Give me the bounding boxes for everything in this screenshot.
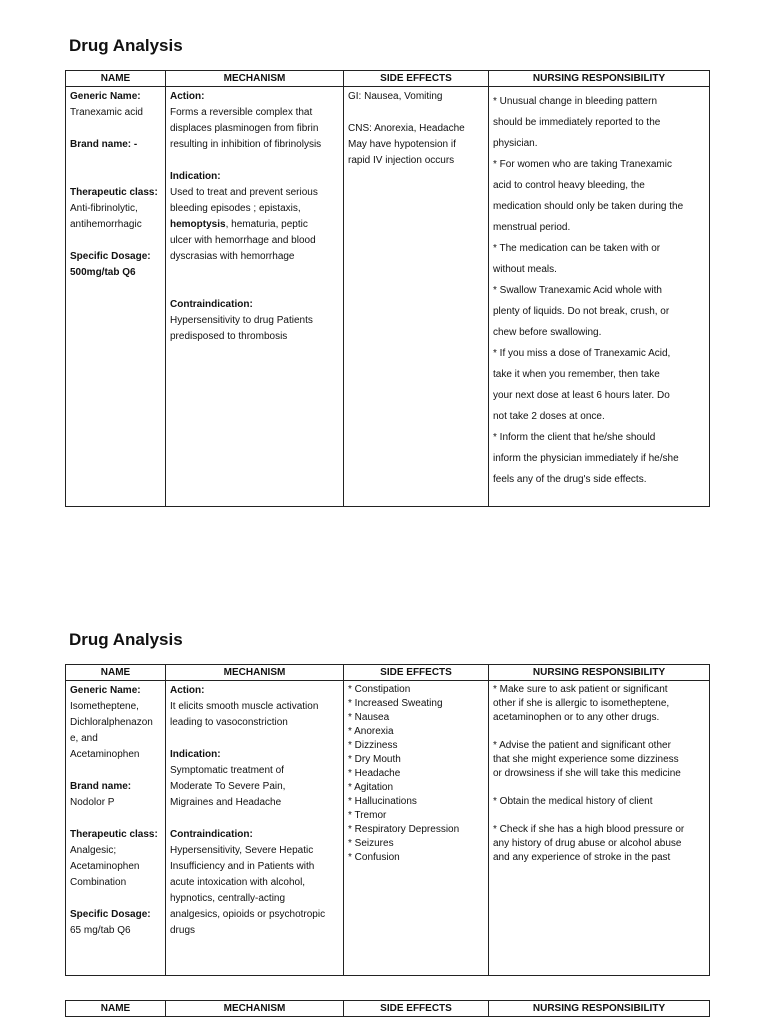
- nursing-line: acetaminophen or to any other drugs.: [493, 712, 660, 723]
- therapeutic-class-value: Acetaminophen: [70, 861, 140, 872]
- indication-text: dyscrasias with hemorrhage: [170, 251, 295, 262]
- nursing-line: your next dose at least 6 hours later. Do: [493, 390, 670, 401]
- specific-dosage-value: 65 mg/tab Q6: [70, 925, 131, 936]
- side-effect-item: * Constipation: [348, 684, 411, 695]
- header-side-effects: SIDE EFFECTS: [344, 665, 489, 681]
- table-header-row: [66, 665, 710, 681]
- nursing-line: and any experience of stroke in the past: [493, 852, 671, 863]
- generic-name-label: Generic Name:: [70, 91, 141, 102]
- header-name: NAME: [66, 71, 166, 87]
- table-header-row: [66, 1001, 710, 1017]
- side-effect-cns: May have hypotension if: [348, 139, 456, 150]
- header-mechanism: MECHANISM: [166, 71, 344, 87]
- side-effect-item: * Anorexia: [348, 726, 394, 737]
- indication-text-rest: , hematuria, peptic: [225, 219, 308, 230]
- header-side-effects: SIDE EFFECTS: [344, 71, 489, 87]
- indication-text: Migraines and Headache: [170, 797, 282, 808]
- specific-dosage-label: Specific Dosage:: [70, 251, 151, 262]
- nursing-line: any history of drug abuse or alcohol abuse: [493, 838, 682, 849]
- therapeutic-class-label: Therapeutic class:: [70, 829, 158, 840]
- nursing-line: * Swallow Tranexamic Acid whole with: [493, 285, 662, 296]
- header-mechanism: MECHANISM: [166, 665, 344, 681]
- nursing-line: * Advise the patient and significant other: [493, 740, 671, 751]
- indication-label: Indication:: [170, 171, 221, 182]
- specific-dosage-label: Specific Dosage:: [70, 909, 151, 920]
- drug-table-3: [65, 1000, 710, 1017]
- table-header-row: [66, 71, 710, 87]
- section-2-title: Drug Analysis: [69, 630, 183, 649]
- header-side-effects: SIDE EFFECTS: [344, 1001, 489, 1017]
- nursing-line: take it when you remember, then take: [493, 369, 660, 380]
- indication-text: ulcer with hemorrhage and blood: [170, 235, 316, 246]
- therapeutic-class-value: Combination: [70, 877, 127, 888]
- contraindication-text: acute intoxication with alcohol,: [170, 877, 306, 888]
- generic-name-value: Isometheptene,: [70, 701, 139, 712]
- nursing-paragraph: [493, 683, 705, 725]
- nursing-line: * For women who are taking Tranexamic: [493, 159, 672, 170]
- action-text: leading to vasoconstriction: [170, 717, 288, 728]
- nursing-line: * The medication can be taken with or: [493, 243, 661, 254]
- side-effect-item: * Nausea: [348, 712, 390, 723]
- side-effect-item: * Dizziness: [348, 740, 398, 751]
- generic-name-value: Tranexamic acid: [70, 107, 143, 118]
- nursing-line: plenty of liquids. Do not break, crush, or: [493, 306, 670, 317]
- header-name: NAME: [66, 1001, 166, 1017]
- name-cell: [66, 681, 166, 976]
- nursing-line: * Make sure to ask patient or significant: [493, 684, 668, 695]
- therapeutic-class-value: antihemorrhagic: [70, 219, 142, 230]
- indication-label: Indication:: [170, 749, 221, 760]
- generic-name-value: Dichloralphenazon: [70, 717, 153, 728]
- nursing-paragraph: [493, 823, 705, 865]
- side-effect-item: * Confusion: [348, 852, 400, 863]
- side-effect-item: * Hallucinations: [348, 796, 417, 807]
- brand-name-label: Brand name:: [70, 781, 132, 792]
- side-effect-item: * Respiratory Depression: [348, 824, 460, 835]
- indication-text: Moderate To Severe Pain,: [170, 781, 286, 792]
- therapeutic-class-value: Analgesic;: [70, 845, 117, 856]
- nursing-line: or drowsiness if she will take this medicine: [493, 768, 681, 779]
- contraindication-text: Hypersensitivity to drug Patients: [170, 315, 313, 326]
- table-row: [66, 681, 710, 976]
- nursing-line: not take 2 doses at once.: [493, 411, 605, 422]
- contraindication-label: Contraindication:: [170, 829, 253, 840]
- indication-text: bleeding episodes ; epistaxis,: [170, 203, 301, 214]
- header-nursing-responsibility: NURSING RESPONSIBILITY: [489, 665, 710, 681]
- nursing-line: acid to control heavy bleeding, the: [493, 180, 645, 191]
- contraindication-text: Hypersensitivity, Severe Hepatic: [170, 845, 314, 856]
- side-effect-item: * Agitation: [348, 782, 394, 793]
- nursing-line: * Obtain the medical history of client: [493, 796, 653, 807]
- action-text: It elicits smooth muscle activation: [170, 701, 319, 712]
- side-effect-cns: rapid IV injection occurs: [348, 155, 455, 166]
- therapeutic-class-value: Anti-fibrinolytic,: [70, 203, 138, 214]
- mechanism-cell: [166, 681, 344, 976]
- action-text: resulting in inhibition of fibrinolysis: [170, 139, 322, 150]
- section-1-title: Drug Analysis: [69, 36, 183, 55]
- side-effect-item: * Headache: [348, 768, 401, 779]
- nursing-line: should be immediately reported to the: [493, 117, 661, 128]
- contraindication-text: Insufficiency and in Patients with: [170, 861, 315, 872]
- header-name: NAME: [66, 665, 166, 681]
- action-label: Action:: [170, 91, 205, 102]
- contraindication-text: hypnotics, centrally-acting: [170, 893, 286, 904]
- contraindication-text: drugs: [170, 925, 196, 936]
- nursing-line: chew before swallowing.: [493, 327, 602, 338]
- nursing-line: * Inform the client that he/she should: [493, 432, 656, 443]
- nursing-line: other if she is allergic to isometheptene,: [493, 698, 670, 709]
- nursing-line: inform the physician immediately if he/she: [493, 453, 679, 464]
- indication-text: Symptomatic treatment of: [170, 765, 284, 776]
- brand-name-value: Nodolor P: [70, 797, 115, 808]
- nursing-line: * Check if she has a high blood pressure or: [493, 824, 685, 835]
- action-text: displaces plasminogen from fibrin: [170, 123, 319, 134]
- contraindication-text: analgesics, opioids or psychotropic: [170, 909, 326, 920]
- side-effects-cell: [344, 681, 489, 976]
- side-effect-item: * Dry Mouth: [348, 754, 401, 765]
- brand-name-label: Brand name: -: [70, 139, 138, 150]
- side-effect-cns: CNS: Anorexia, Headache: [348, 123, 465, 134]
- generic-name-value: Acetaminophen: [70, 749, 140, 760]
- side-effect-item: * Tremor: [348, 810, 387, 821]
- indication-text: Used to treat and prevent serious: [170, 187, 318, 198]
- table-row: [66, 87, 710, 507]
- drug-table-1: [65, 70, 710, 507]
- nursing-responsibility-cell: [489, 87, 710, 507]
- nursing-line: physician.: [493, 138, 538, 149]
- side-effects-cell: [344, 87, 489, 507]
- therapeutic-class-label: Therapeutic class:: [70, 187, 158, 198]
- drug-table-2: [65, 664, 710, 976]
- contraindication-label: Contraindication:: [170, 299, 253, 310]
- nursing-line: without meals.: [493, 264, 557, 275]
- specific-dosage-value: 500mg/tab Q6: [70, 267, 136, 278]
- action-label: Action:: [170, 685, 205, 696]
- nursing-line: menstrual period.: [493, 222, 571, 233]
- header-nursing-responsibility: NURSING RESPONSIBILITY: [489, 1001, 710, 1017]
- header-mechanism: MECHANISM: [166, 1001, 344, 1017]
- mechanism-cell: [166, 87, 344, 507]
- side-effect-item: * Seizures: [348, 838, 394, 849]
- indication-bold-term: hemoptysis: [170, 219, 226, 230]
- generic-name-label: Generic Name:: [70, 685, 141, 696]
- nursing-line: feels any of the drug's side effects.: [493, 474, 647, 485]
- action-text: Forms a reversible complex that: [170, 107, 313, 118]
- header-nursing-responsibility: NURSING RESPONSIBILITY: [489, 71, 710, 87]
- indication-text: [170, 217, 339, 233]
- nursing-responsibility-cell: [489, 681, 710, 976]
- nursing-paragraph: [493, 795, 705, 809]
- nursing-line: * Unusual change in bleeding pattern: [493, 96, 658, 107]
- side-effect-item: * Increased Sweating: [348, 698, 443, 709]
- name-cell: [66, 87, 166, 507]
- nursing-paragraph: [493, 739, 705, 781]
- nursing-line: that she might experience some dizziness: [493, 754, 679, 765]
- nursing-line: medication should only be taken during the: [493, 201, 684, 212]
- side-effect-gi: GI: Nausea, Vomiting: [348, 91, 443, 102]
- contraindication-text: predisposed to thrombosis: [170, 331, 288, 342]
- nursing-line: * If you miss a dose of Tranexamic Acid,: [493, 348, 671, 359]
- generic-name-value: e, and: [70, 733, 98, 744]
